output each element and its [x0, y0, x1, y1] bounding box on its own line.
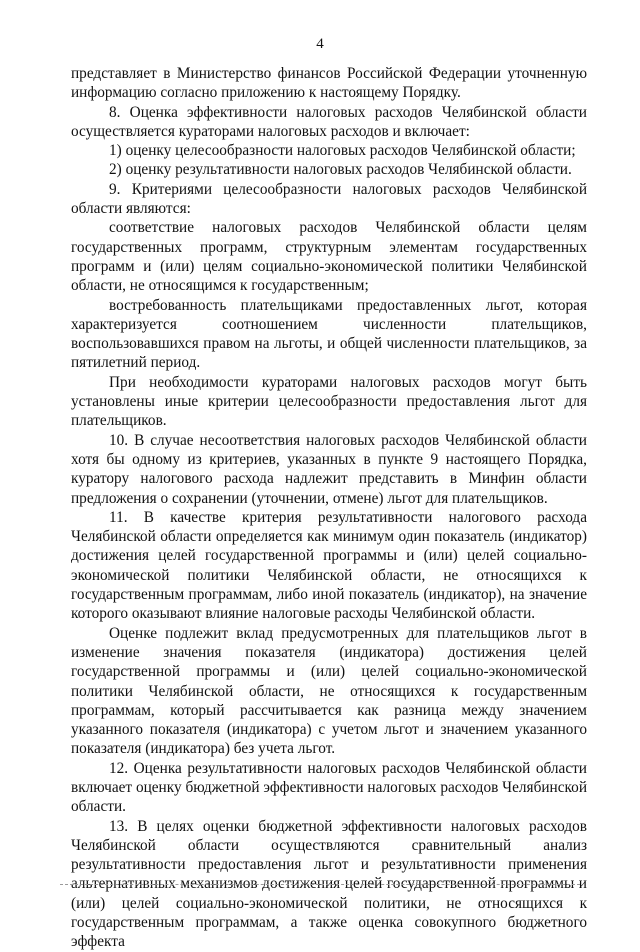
paragraph-10: 10. В случае несоответствия налоговых расходов Челябинской области хотя бы одному из критериев, указанных в пункте 9 настоящего Порядка, куратору налогового расхода надлежит представить в Минфин области предложения о сохранении (уточнении, отмене) льгот для плательщиков. [71, 431, 587, 507]
paragraph-12: 12. Оценка результативности налоговых расходов Челябинской области включает оценку бюджетной эффективности налоговых расходов Челябинской области. [71, 759, 587, 816]
paragraph-11: 11. В качестве критерия результативности налогового расхода Челябинской области определяется как минимум один показатель (индикатор) достижения целей государственной программы и (или) целей социально-экономической политики Челябинской области, не относящихся к государственным программам, либо иной показатель (индикатор), на значение которого оказывают влияние налоговые расходы Челябинской области. [71, 508, 587, 623]
paragraph-9-criterion-1: соответствие налоговых расходов Челябинской области целям государственных программ, структурным элементам государственных программ и (или) целям социально-экономической политики Челябинской области, не относящимся к государственным; [71, 219, 587, 295]
paragraph-8: 8. Оценка эффективности налоговых расходов Челябинской области осуществляется кураторами налоговых расходов и включает: [71, 103, 587, 140]
paragraph-9-additional: При необходимости кураторами налоговых расходов могут быть установлены иные критерии целесообразности предоставления льгот для плательщиков. [71, 373, 587, 430]
document-body [71, 64, 587, 952]
paragraph-8-item-1: 1) оценку целесообразности налоговых расходов Челябинской области; [109, 142, 576, 160]
page-number: 4 [316, 36, 324, 52]
paragraph-11-evaluation: Оценке подлежит вклад предусмотренных для плательщиков льгот в изменение значения показателя (индикатора) достижения целей государственной программы и (или) целей социально-экономической политики Челябинской области, не относящихся к государственным программам, который рассчитывается как разница между значением указанного показателя (индикатора) с учетом льгот и значением указанного показателя (индикатора) без учета льгот. [71, 624, 587, 758]
bottom-rule [60, 884, 580, 885]
paragraph-9-criterion-2: востребованность плательщиками предоставленных льгот, которая характеризуется соотношением численности плательщиков, воспользовавшихся правом на льготы, и общей численности плательщиков, за пятилетний период. [71, 296, 587, 372]
paragraph-13: 13. В целях оценки бюджетной эффективности налоговых расходов Челябинской области осуществляются сравнительный анализ результативности предоставления льгот и результативности применения альтернативных механизмов достижения целей государственной программы и (или) целей социально-экономической политики, не относящихся к государственным программам, а также оценка совокупного бюджетного эффекта [71, 817, 587, 951]
paragraph-9: 9. Критериями целесообразности налоговых расходов Челябинской области являются: [71, 180, 587, 218]
paragraph-continuation: представляет в Министерство финансов Российской Федерации уточненную информацию согласно приложению к настоящему Порядку. [71, 65, 587, 102]
paragraph-8-item-2: 2) оценку результативности налоговых расходов Челябинской области. [109, 161, 572, 179]
